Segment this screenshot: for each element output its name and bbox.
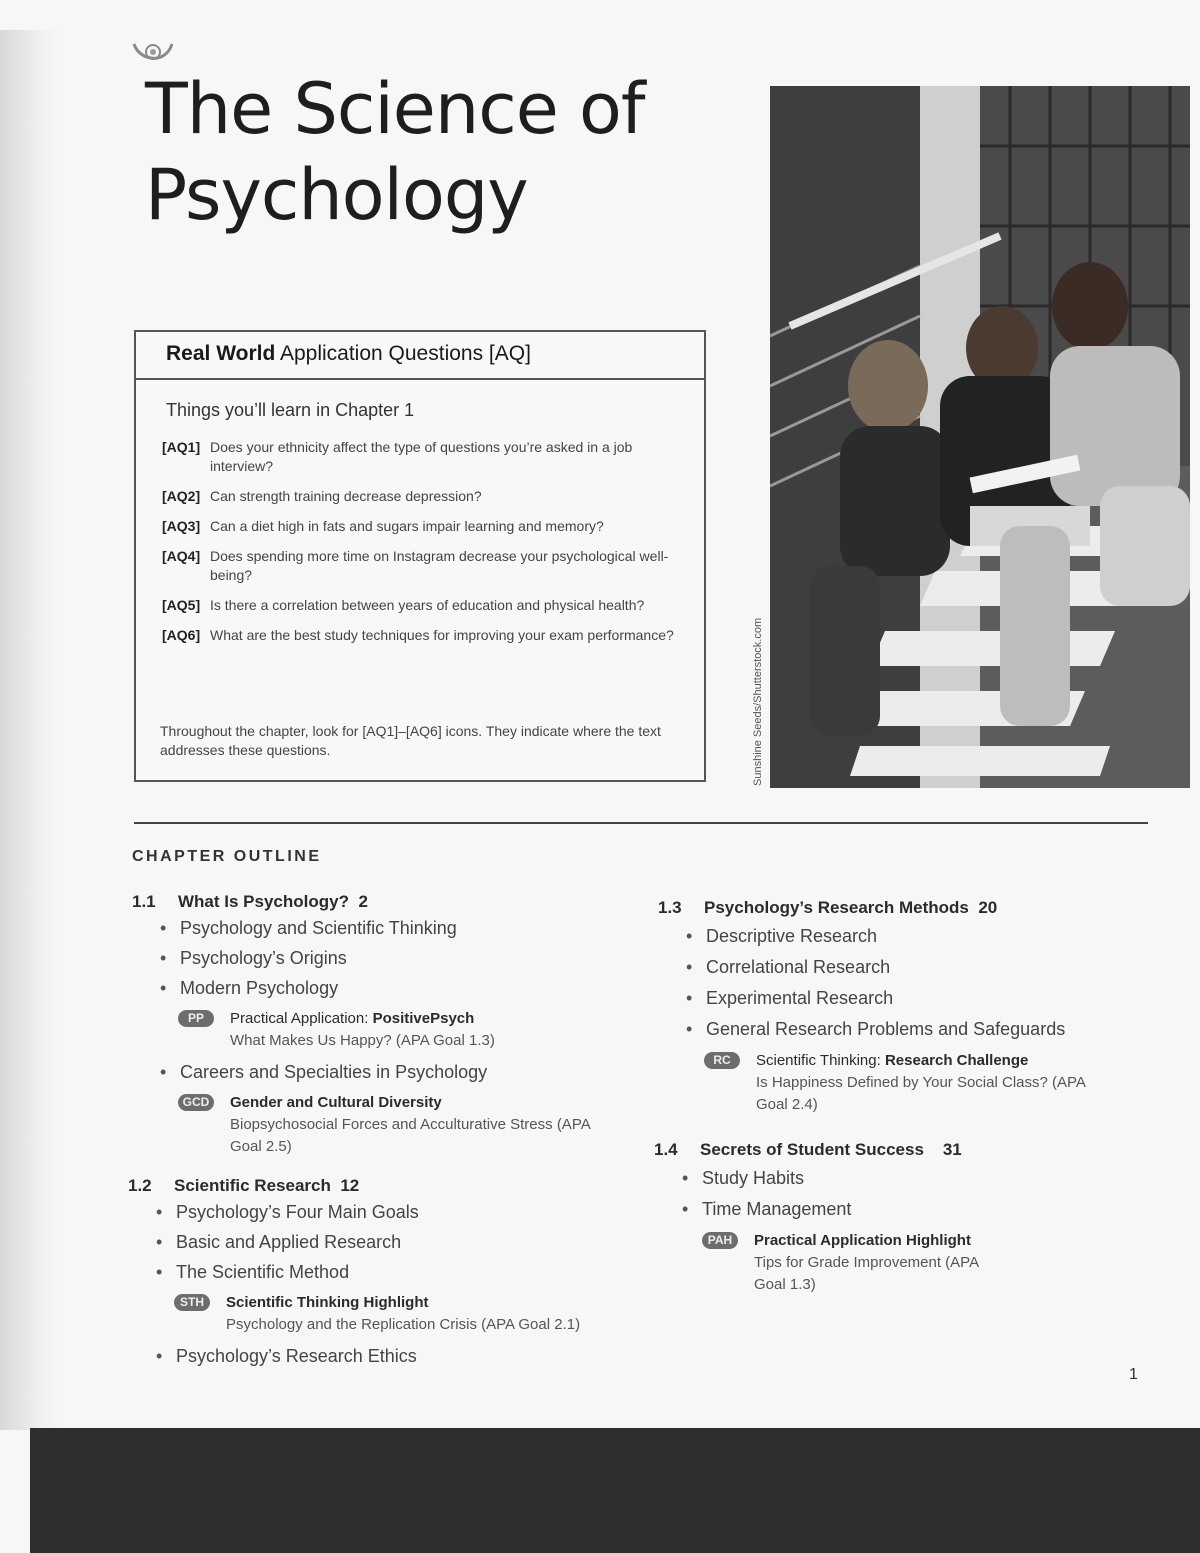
feature-badge: STH xyxy=(174,1294,210,1311)
feature-body: What Makes Us Happy? (APA Goal 1.3) xyxy=(230,1032,495,1049)
feature-practical-application-highlight xyxy=(702,1230,1014,1306)
page-number: 1 xyxy=(1129,1366,1138,1383)
section-page: 2 xyxy=(358,892,368,911)
section-title: Scientific Research xyxy=(174,1176,331,1195)
aq-tag: [AQ4] xyxy=(162,548,201,564)
outline-bullet: • Experimental Research xyxy=(686,988,1138,1019)
aq-text: What are the best study techniques for improving your exam performance? xyxy=(210,627,674,643)
feature-gender-cultural-diversity xyxy=(178,1092,610,1168)
outline-bullet: • Correlational Research xyxy=(686,957,1138,988)
chapter-title-line-1: The Science of xyxy=(145,68,645,150)
students-on-stairs-photo xyxy=(770,86,1190,788)
feature-heading: Gender and Cultural Diversity xyxy=(230,1094,442,1111)
aq-item xyxy=(162,487,682,506)
feature-positive-psych xyxy=(178,1008,632,1060)
application-questions-box xyxy=(134,330,706,782)
section-number: 1.1 xyxy=(132,892,156,911)
feature-body: Tips for Grade Improvement (APA Goal 1.3) xyxy=(754,1254,979,1293)
aq-text: Is there a correlation between years of education and physical health? xyxy=(210,597,645,613)
section-page: 20 xyxy=(978,898,998,917)
outline-bullet: • General Research Problems and Safeguards xyxy=(686,1019,1138,1050)
feature-body: Is Happiness Defined by Your Social Class? (APA Goal 2.4) xyxy=(756,1074,1086,1113)
outline-bullet: • Time Management xyxy=(682,1199,1138,1230)
feature-heading: Scientific Thinking Highlight xyxy=(226,1294,429,1311)
aq-note: Throughout the chapter, look for [AQ1]–[AQ6] icons. They indicate where the text addresses these questions. xyxy=(160,723,661,758)
aq-text: Does spending more time on Instagram decrease your psychological well-being? xyxy=(210,548,669,583)
section-page: 31 xyxy=(942,1140,962,1159)
feature-badge: GCD xyxy=(178,1094,214,1111)
feature-heading-a: Practical Application: xyxy=(230,1010,373,1027)
outline-bullet: • Psychology’s Four Main Goals xyxy=(156,1202,632,1232)
outline-bullet: • Descriptive Research xyxy=(686,926,1138,957)
outline-section-1-1 xyxy=(132,892,632,912)
section-number: 1.3 xyxy=(658,898,682,917)
aq-item xyxy=(162,626,682,645)
outline-bullet: • Psychology and Scientific Thinking xyxy=(160,918,632,948)
photo-credit: Sunshine Seeds/Shutterstock.com xyxy=(752,617,764,786)
aq-item xyxy=(162,517,682,536)
aq-text: Can a diet high in fats and sugars impair learning and memory? xyxy=(210,518,604,534)
outline-bullet: • Study Habits xyxy=(682,1168,1138,1199)
aq-box-header xyxy=(136,332,704,380)
feature-badge: PP xyxy=(178,1010,214,1027)
aq-item xyxy=(162,438,682,476)
aq-list xyxy=(162,438,682,656)
outline-bullet: • Psychology’s Research Ethics xyxy=(156,1346,632,1376)
section-page: 12 xyxy=(340,1176,360,1195)
outline-bullet: • Modern Psychology xyxy=(160,978,632,1008)
aq-item xyxy=(162,547,682,585)
chapter-title xyxy=(145,66,645,238)
feature-body: Biopsychosocial Forces and Acculturative Stress (APA Goal 2.5) xyxy=(230,1116,590,1155)
aq-tag: [AQ2] xyxy=(162,488,201,504)
section-number: 1.4 xyxy=(654,1140,678,1159)
outline-right-column xyxy=(654,898,1138,1306)
feature-heading-b: PositivePsych xyxy=(372,1010,475,1027)
feature-research-challenge xyxy=(704,1050,1096,1126)
chapter-ornament-icon xyxy=(132,40,174,66)
outline-bullet: • The Scientific Method xyxy=(156,1262,632,1292)
outline-bullet: • Careers and Specialties in Psychology xyxy=(160,1062,632,1092)
photo-illustration xyxy=(770,86,1190,788)
aq-tag: [AQ3] xyxy=(162,518,201,534)
outline-section-1-2 xyxy=(128,1176,628,1196)
scan-edge-shadow xyxy=(0,30,62,1430)
section-divider xyxy=(134,822,1148,824)
aq-intro: Things you’ll learn in Chapter 1 xyxy=(166,400,415,420)
aq-item xyxy=(162,596,682,615)
feature-scientific-thinking-highlight xyxy=(174,1292,646,1346)
feature-badge: PAH xyxy=(702,1232,738,1249)
aq-tag: [AQ6] xyxy=(162,627,201,643)
aq-header-bold: Real World xyxy=(166,342,276,365)
section-title: Psychology’s Research Methods xyxy=(704,898,969,917)
outline-section-1-3 xyxy=(658,898,1138,918)
section-number: 1.2 xyxy=(128,1176,152,1195)
outline-section-1-4 xyxy=(654,1140,1134,1160)
chapter-outline-heading: CHAPTER OUTLINE xyxy=(132,848,322,865)
scan-bottom-shadow xyxy=(30,1428,1200,1553)
feature-badge: RC xyxy=(704,1052,740,1069)
feature-body: Psychology and the Replication Crisis (APA Goal 2.1) xyxy=(226,1316,581,1333)
outline-bullet: • Psychology’s Origins xyxy=(160,948,632,978)
aq-text: Can strength training decrease depression? xyxy=(210,488,482,504)
aq-text: Does your ethnicity affect the type of questions you’re asked in a job interview? xyxy=(210,439,633,474)
feature-heading: Practical Application Highlight xyxy=(754,1232,971,1249)
section-title: Secrets of Student Success xyxy=(700,1140,924,1159)
chapter-title-line-2: Psychology xyxy=(145,154,528,236)
feature-heading-b: Research Challenge xyxy=(884,1052,1029,1069)
aq-header-rest: Application Questions [AQ] xyxy=(275,342,531,365)
outline-bullet: • Basic and Applied Research xyxy=(156,1232,632,1262)
section-title: What Is Psychology? xyxy=(178,892,349,911)
aq-tag: [AQ1] xyxy=(162,439,201,455)
aq-tag: [AQ5] xyxy=(162,597,201,613)
outline-left-column xyxy=(128,892,632,1376)
feature-heading-a: Scientific Thinking: xyxy=(756,1052,885,1069)
